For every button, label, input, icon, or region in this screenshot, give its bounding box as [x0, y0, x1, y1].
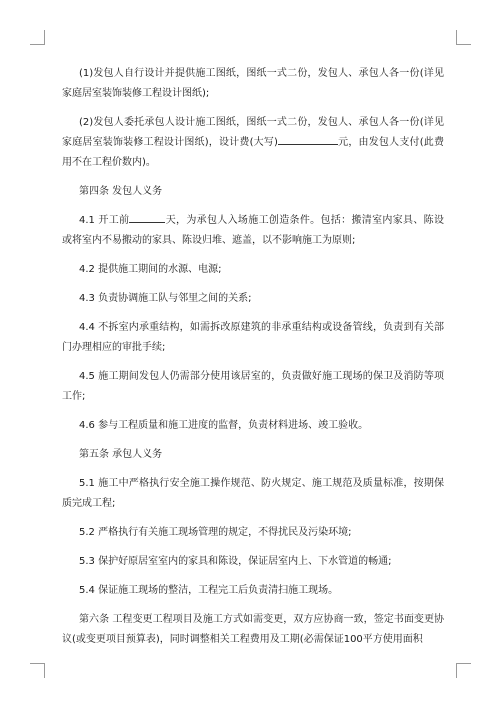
paragraph-design-option-2-text: (2)发包人委托承包人设计施工图纸，图纸一式二份，发包人、承包人各一份(详见家庭居室装饰装修工程设计图纸)，设计费(大写): [62, 117, 444, 148]
crop-mark-bottom-left: [30, 663, 45, 678]
heading-article-5: 第五条 承包人义务: [79, 449, 163, 460]
design-fee-blank: [278, 133, 338, 145]
article-6-text: 第六条 工程变更工程项目及施工方式如需变更，双方应协商一致，签定书面变更协议(或变更项目预算表)，同时调整相关工程费用及工期(必需保证100平方使用面积: [62, 614, 444, 645]
heading-article-4: 第四条 发包人义务: [79, 186, 163, 197]
clause-5-2: 5.2 严格执行有关施工现场管理的规定，不得扰民及污染环境;: [79, 527, 352, 538]
clause-4-6: 4.6 参与工程质量和施工进度的监督，负责材料进场、竣工验收。: [79, 420, 369, 431]
crop-mark-top-right: [456, 30, 471, 45]
crop-mark-bottom-right: [456, 663, 471, 678]
clause-4-5: 4.5 施工期间发包人仍需部分使用该居室的，负责做好施工现场的保卫及消防等项工作;: [62, 371, 444, 402]
clause-4-2: 4.2 提供施工期间的水源、电源;: [79, 264, 222, 275]
clause-5-4: 5.4 保证施工现场的整洁，工程完工后负责清扫施工现场。: [79, 585, 339, 596]
clause-4-1-text: 4.1 开工前: [79, 215, 130, 226]
days-blank: [129, 211, 165, 223]
clause-4-1-tail: 天，为承包人入场施工创造条件。包括：搬清室内家具、陈设或将室内不易搬动的家具、陈设归堆、遮盖，以不影响施工为原则;: [62, 215, 445, 246]
clause-5-1: 5.1 施工中严格执行安全施工操作规范、防火规定、施工规范及质量标准，按期保质完成工程;: [62, 478, 444, 509]
crop-mark-top-left: [30, 30, 45, 45]
clause-5-3: 5.3 保护好原居室室内的家具和陈设，保证居室内上、下水管道的畅通;: [79, 556, 392, 567]
clause-4-3: 4.3 负责协调施工队与邻里之间的关系;: [79, 293, 252, 304]
clause-4-1: [62, 211, 444, 251]
paragraph-design-option-2-tail: 元，由发包人支付(此费用不在工程价数内)。: [62, 137, 444, 168]
paragraph-design-option-1: (1)发包人自行设计并提供施工图纸，图纸一式二份，发包人、承包人各一份(详见家庭居室装饰装修工程设计图纸);: [62, 68, 444, 99]
clause-4-4: 4.4 不拆室内承重结构，如需拆改原建筑的非承重结构或设备管线，负责到有关部门办理相应的审批手续;: [62, 322, 444, 353]
document-body: [62, 64, 444, 659]
paragraph-design-option-2: [62, 113, 444, 173]
